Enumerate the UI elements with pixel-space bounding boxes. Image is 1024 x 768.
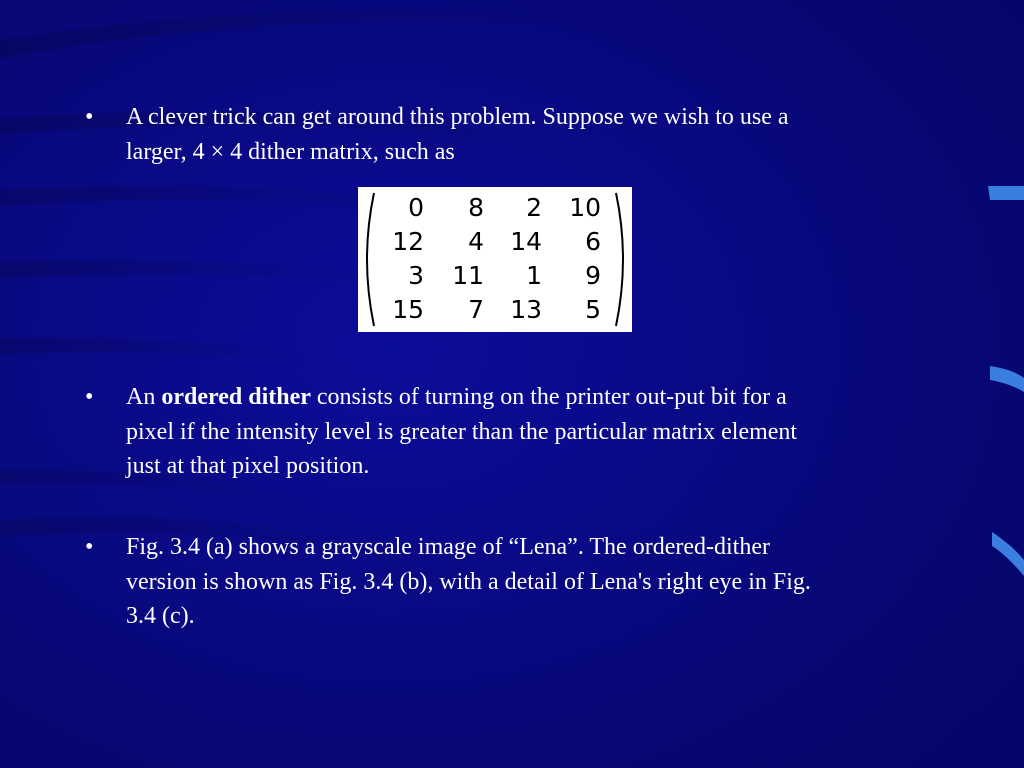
bullet-line: 3.4 (c).: [126, 603, 195, 629]
bullet-item-1: [85, 100, 945, 170]
left-parenthesis: [367, 193, 374, 326]
bullet-item-2: [85, 380, 945, 484]
dither-matrix: [358, 187, 632, 332]
bullet-text: [126, 530, 946, 634]
term-ordered-dither: ordered dither: [161, 384, 311, 410]
matrix-cell: 6: [585, 227, 601, 256]
matrix-cell: 1: [526, 261, 542, 290]
bullet-text: [126, 100, 946, 169]
matrix-cell: 2: [526, 193, 542, 222]
bullet-line: pixel if the intensity level is greater than the particular matrix element: [126, 418, 798, 445]
matrix-cell: 11: [452, 261, 484, 290]
right-parenthesis: [616, 193, 623, 326]
matrix-cell: 12: [392, 227, 424, 256]
matrix-cell: 9: [585, 261, 601, 290]
dither-matrix-figure: [358, 187, 632, 332]
bullet-line: larger, 4 × 4 dither matrix, such as: [126, 138, 455, 165]
bullet-lead: An: [126, 384, 162, 410]
matrix-cell: 8: [468, 193, 484, 222]
bullet-text: [126, 380, 946, 484]
matrix-cell: 5: [585, 295, 601, 324]
matrix-cell: 10: [569, 193, 601, 222]
matrix-cell: 13: [510, 295, 542, 324]
bullet-line-rest: consists of turning on the printer out-put bit for a: [310, 384, 787, 410]
matrix-cell: 15: [392, 295, 424, 324]
bullet-marker: •: [85, 384, 94, 410]
bullet-line: [126, 380, 946, 415]
matrix-cell: 7: [468, 295, 484, 324]
bullet-marker: •: [85, 534, 94, 560]
matrix-cell: 0: [408, 193, 424, 222]
bullet-line: version is shown as Fig. 3.4 (b), with a detail of Lena's right eye in Fig.: [126, 568, 811, 595]
matrix-cell: 4: [468, 227, 484, 256]
bullet-line: Fig. 3.4 (a) shows a grayscale image of “Lena”. The ordered-dither: [126, 534, 770, 560]
matrix-cell: 3: [408, 261, 424, 290]
matrix-cell: 14: [510, 227, 542, 256]
bullet-item-3: [85, 530, 945, 634]
bullet-line: A clever trick can get around this problem. Suppose we wish to use a: [126, 104, 789, 130]
bullet-marker: •: [85, 104, 94, 130]
bullet-line: just at that pixel position.: [126, 453, 370, 479]
